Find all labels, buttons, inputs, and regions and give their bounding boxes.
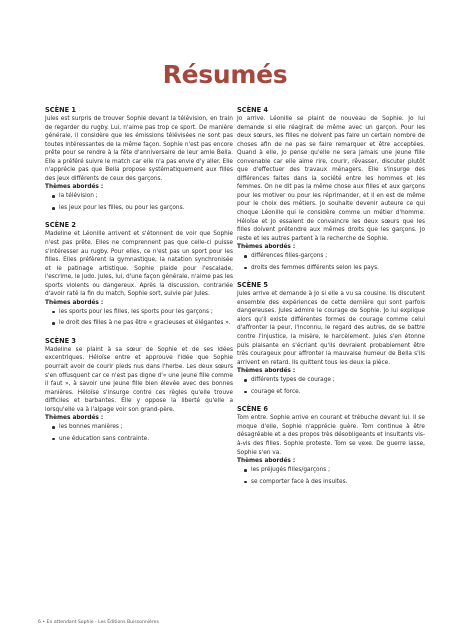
themes-list [45,423,233,443]
scene-summary: Tom entre. Sophie arrive en courant et trébuche devant lui. Il se moque d'elle, Sophie n'apprécie guère. Tom continue à être désagréable et a des propos très désobligeants et insultants vis-à-vis des filles. Sophie proteste. Tom se vexe. De guerre lasse, Sophie s'en va. [237,415,425,456]
scene-5 [237,281,425,396]
right-column [237,106,425,495]
scene-6 [237,405,425,486]
scene-summary: Jo arrive. Léonille se plaint de nouveau de Sophie. Jo lui demande si elle réagirait de même avec un garçon. Pour les deux sœurs, les filles ne doivent pas faire un certain nombre de choses afin de ne pas se faire remarquer et être acceptées. Quand à elle, Jo pense qu'elle ne sera jamais une jeune fille convenable car elle aime rire, courir, rêvasser, discuter plutôt que d'effectuer des travaux ménagers. Elle s'insurge des différences faites dans la société entre les hommes et les femmes. On ne dit pas la même chose aux filles et aux garçons pour les motiver ou pour les réprimander, et il en est de même pour le choix des métiers. Jo souhaite devenir auteure ce qui choque Léonille qui le considère comme un métier d'homme. Héloïse et Jo essaient de convaincre les deux sœurs que les filles doivent prétendre aux mêmes droits que les garçons. Jo reste et les autres partent à la recherche de Sophie. [237,116,425,242]
scene-summary: Jules arrive et demande à Jo si elle a vu sa cousine. Ils discutent ensemble des expériences de cette dernière qui sont parfois dangereuses. Jules admire le courage de Sophie. Jo lui explique alors qu'il existe différentes formes de courage comme celui d'affronter la peur, l'inconnu, le regard des autres, de se battre contre l'injustice, la misère, le harcèlement. Jules s'en étonne puis plaisante en s'écriant qu'ils devraient probablement être très courageux pour affronter la mauvaise humeur de Bella s'ils arrivent en retard. Ils quittent tous les deux la pièce. [237,291,425,366]
themes-list [45,308,233,328]
scene-title: SCÈNE 1 [45,106,76,114]
scene-2 [45,221,233,327]
scene-title: SCÈNE 3 [45,336,76,345]
theme-item: les jeux pour les filles, ou pour les garçons. [59,204,233,213]
theme-item: le droit des filles à ne pas être « gracieuses et élégantes ». [59,319,233,328]
scene-title: SCÈNE 4 [237,106,268,114]
scene-summary: Madeline se plaint à sa sœur de Sophie et de ses idées excentriques. Héloïse entre et approuve l'idée que Sophie pourrait avoir de courir pieds nus dans l'herbe. Les deux sœurs s'en offusquent car ce n'est pas digne d'« une jeune fille comme il faut », à savoir une jeune fille bien élevée avec des bonnes manières. Héloïse s'insurge contre ces règles qu'elle trouve difficiles et barbantes. Elle y oppose la liberté qu'elle a lorsqu'elle va à l'alpage voir son grand-père. [45,346,233,413]
scene-1 [45,106,233,212]
themes-label: Thèmes abordés : [45,415,104,422]
scene-3 [45,337,233,443]
theme-item: les préjugés filles/garçons ; [251,466,425,475]
themes-label: Thèmes abordés : [45,184,104,191]
themes-list [45,192,233,212]
scene-summary: Madeline et Léonille arrivent et s'étonnent de voir que Sophie n'est pas prête. Elles ne comprennent pas que celle-ci puisse s'intéresser au rugby. Pour elles, ce n'est pas un sport pour les filles. Elles préfèrent la gymnastique, la natation synchronisée et le patinage artistique. Sophie plaide pour l'escalade, l'escrime, le judo. Jules, lui, d'une façon générale, n'aime pas les sports violents ou dangereux. Après la discussion, contrariée d'avoir raté la fin du match, Sophie sort, suivie par Jules. [45,231,233,298]
scene-title: SCÈNE 6 [237,405,268,414]
theme-item: droits des femmes différents selon les pays. [251,264,425,273]
scene-title: SCÈNE 5 [237,281,268,290]
theme-item: différents types de courage ; [251,376,425,385]
themes-label: Thèmes abordés : [45,299,104,306]
themes-label: Thèmes abordés : [237,244,296,251]
theme-item: différences filles-garçons ; [251,252,425,261]
page-title: Résumés [162,60,288,89]
scene-title: SCÈNE 2 [45,221,76,230]
themes-list [237,466,425,486]
themes-list [237,376,425,396]
themes-list [237,252,425,272]
theme-item: les bonnes manières ; [59,423,233,432]
theme-item: une éducation sans contrainte. [59,435,233,444]
scene-summary: Jules est surpris de trouver Sophie devant la télévision, en train de regarder du rugby. Lui, n'aime pas trop ce sport. De manière générale, il considère que les émissions télévisées ne sont pas toutes intéressantes de la même façon. Sophie n'est pas encore prête pour se rendre à la fête d'anniversaire de leur amie Bella. Elle a préféré suivre le match car elle n'a pas envie d'y aller. Elle n'apprécie pas que Bella propose systématiquement aux filles des jeux différents de ceux des garçons. [45,116,233,182]
page-footer: 6 • En attendant Sophie - Les Éditions Buissonnières [38,620,159,625]
left-column [45,106,233,452]
theme-item: se comporter face à des insultes. [251,478,425,487]
theme-item: la télévision ; [59,192,233,201]
themes-label: Thèmes abordés : [237,458,296,465]
themes-label: Thèmes abordés : [237,368,296,375]
scene-4 [237,106,425,272]
theme-item: courage et force. [251,388,425,397]
theme-item: les sports pour les filles, les sports pour les garçons ; [59,308,233,317]
